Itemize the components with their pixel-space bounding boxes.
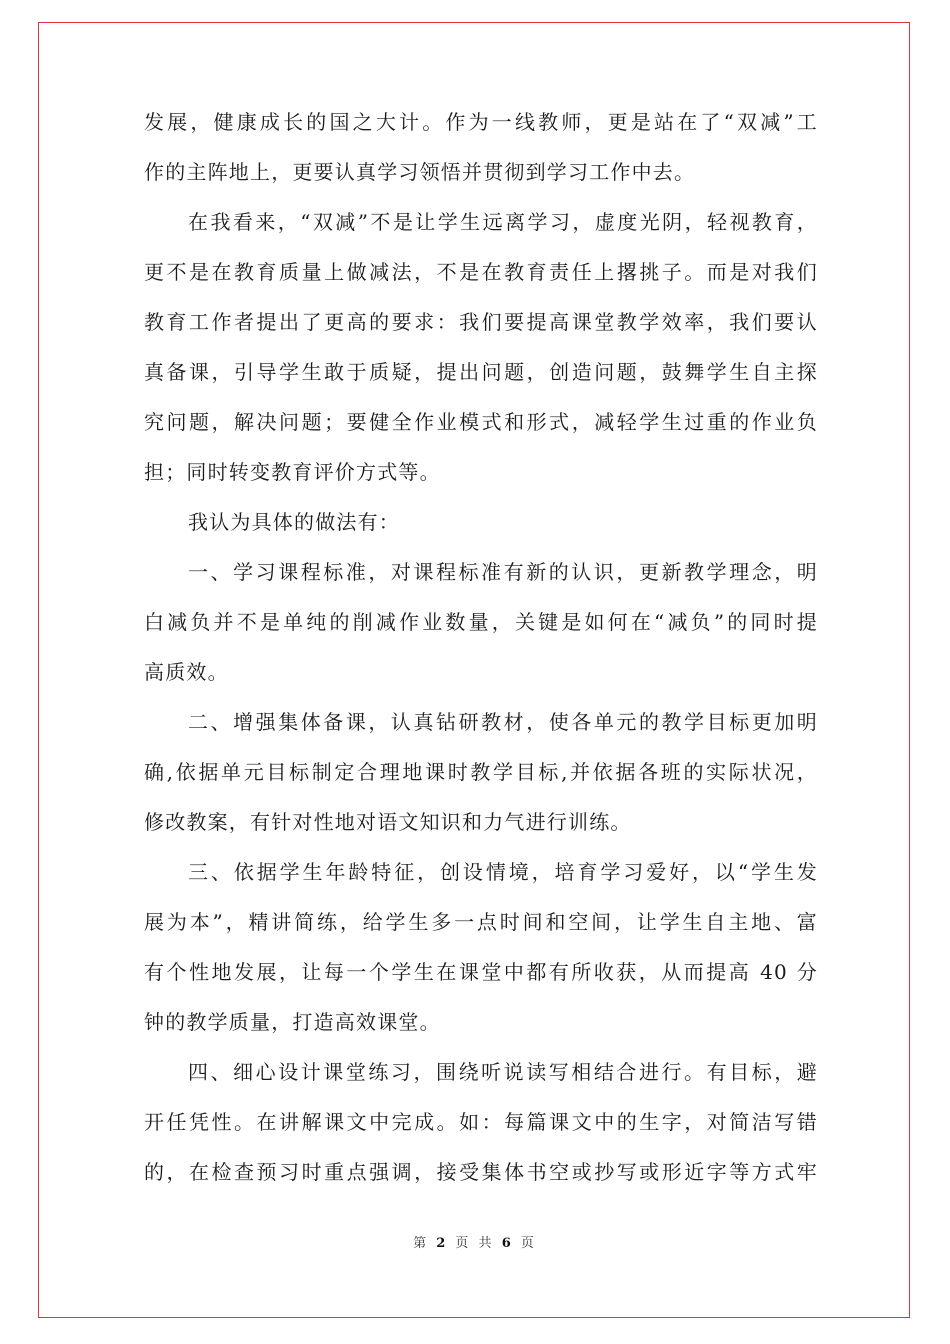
- document-body: [144, 97, 818, 1197]
- text-line: 有个性地发展，让每一个学生在课堂中都有所收获，从而提高 40 分: [144, 960, 818, 984]
- footer-middle: 页 共: [455, 1236, 495, 1251]
- page-footer: [0, 1232, 950, 1251]
- text-line: 三、依据学生年龄特征，创设情境，培育学习爱好，以“学生发: [188, 860, 818, 884]
- text-line: 高质效。: [144, 660, 229, 684]
- text-line: 确,依据单元目标制定合理地课时教学目标,并依据各班的实际状况，: [144, 760, 818, 784]
- text-line: 一、学习课程标准，对课程标准有新的认识，更新教学理念，明: [188, 560, 818, 584]
- text-line: 修改教案，有针对性地对语文知识和力气进行训练。: [144, 810, 632, 834]
- text-line: 真备课，引导学生敢于质疑，提出问题，创造问题，鼓舞学生自主探: [144, 360, 818, 384]
- footer-suffix: 页: [520, 1236, 537, 1251]
- text-line: 发展，健康成长的国之大计。作为一线教师，更是站在了“双减”工: [144, 110, 818, 134]
- text-line: 担；同时转变教育评价方式等。: [144, 460, 441, 484]
- text-line: 开任凭性。在讲解课文中完成。如：每篇课文中的生字，对简洁写错: [144, 1110, 818, 1134]
- text-line: 四、细心设计课堂练习，围绕听说读写相结合进行。有目标，避: [188, 1060, 818, 1084]
- text-line: 我认为具体的做法有：: [188, 510, 400, 534]
- text-line: 教育工作者提出了更高的要求：我们要提高课堂教学效率，我们要认: [144, 310, 818, 334]
- text-line: 钟的教学质量，打造高效课堂。: [144, 1010, 441, 1034]
- text-line: 究问题，解决问题；要健全作业模式和形式，减轻学生过重的作业负: [144, 410, 818, 434]
- total-page-number: 6: [501, 1236, 514, 1251]
- current-page-number: 2: [436, 1236, 449, 1251]
- footer-prefix: 第: [413, 1236, 430, 1251]
- text-line: 在我看来，“双减”不是让学生远离学习，虚度光阴，轻视教育，: [188, 210, 818, 234]
- text-line: 更不是在教育质量上做减法，不是在教育责任上撂挑子。而是对我们: [144, 260, 818, 284]
- text-line: 作的主阵地上，更要认真学习领悟并贯彻到学习工作中去。: [144, 160, 696, 184]
- text-line: 的，在检查预习时重点强调，接受集体书空或抄写或形近字等方式牢: [144, 1160, 818, 1184]
- text-line: 展为本”，精讲简练，给学生多一点时间和空间，让学生自主地、富: [144, 910, 818, 934]
- text-line: 白减负并不是单纯的削减作业数量，关键是如何在“减负”的同时提: [144, 610, 818, 634]
- text-line: 二、增强集体备课，认真钻研教材，使各单元的教学目标更加明: [188, 710, 818, 734]
